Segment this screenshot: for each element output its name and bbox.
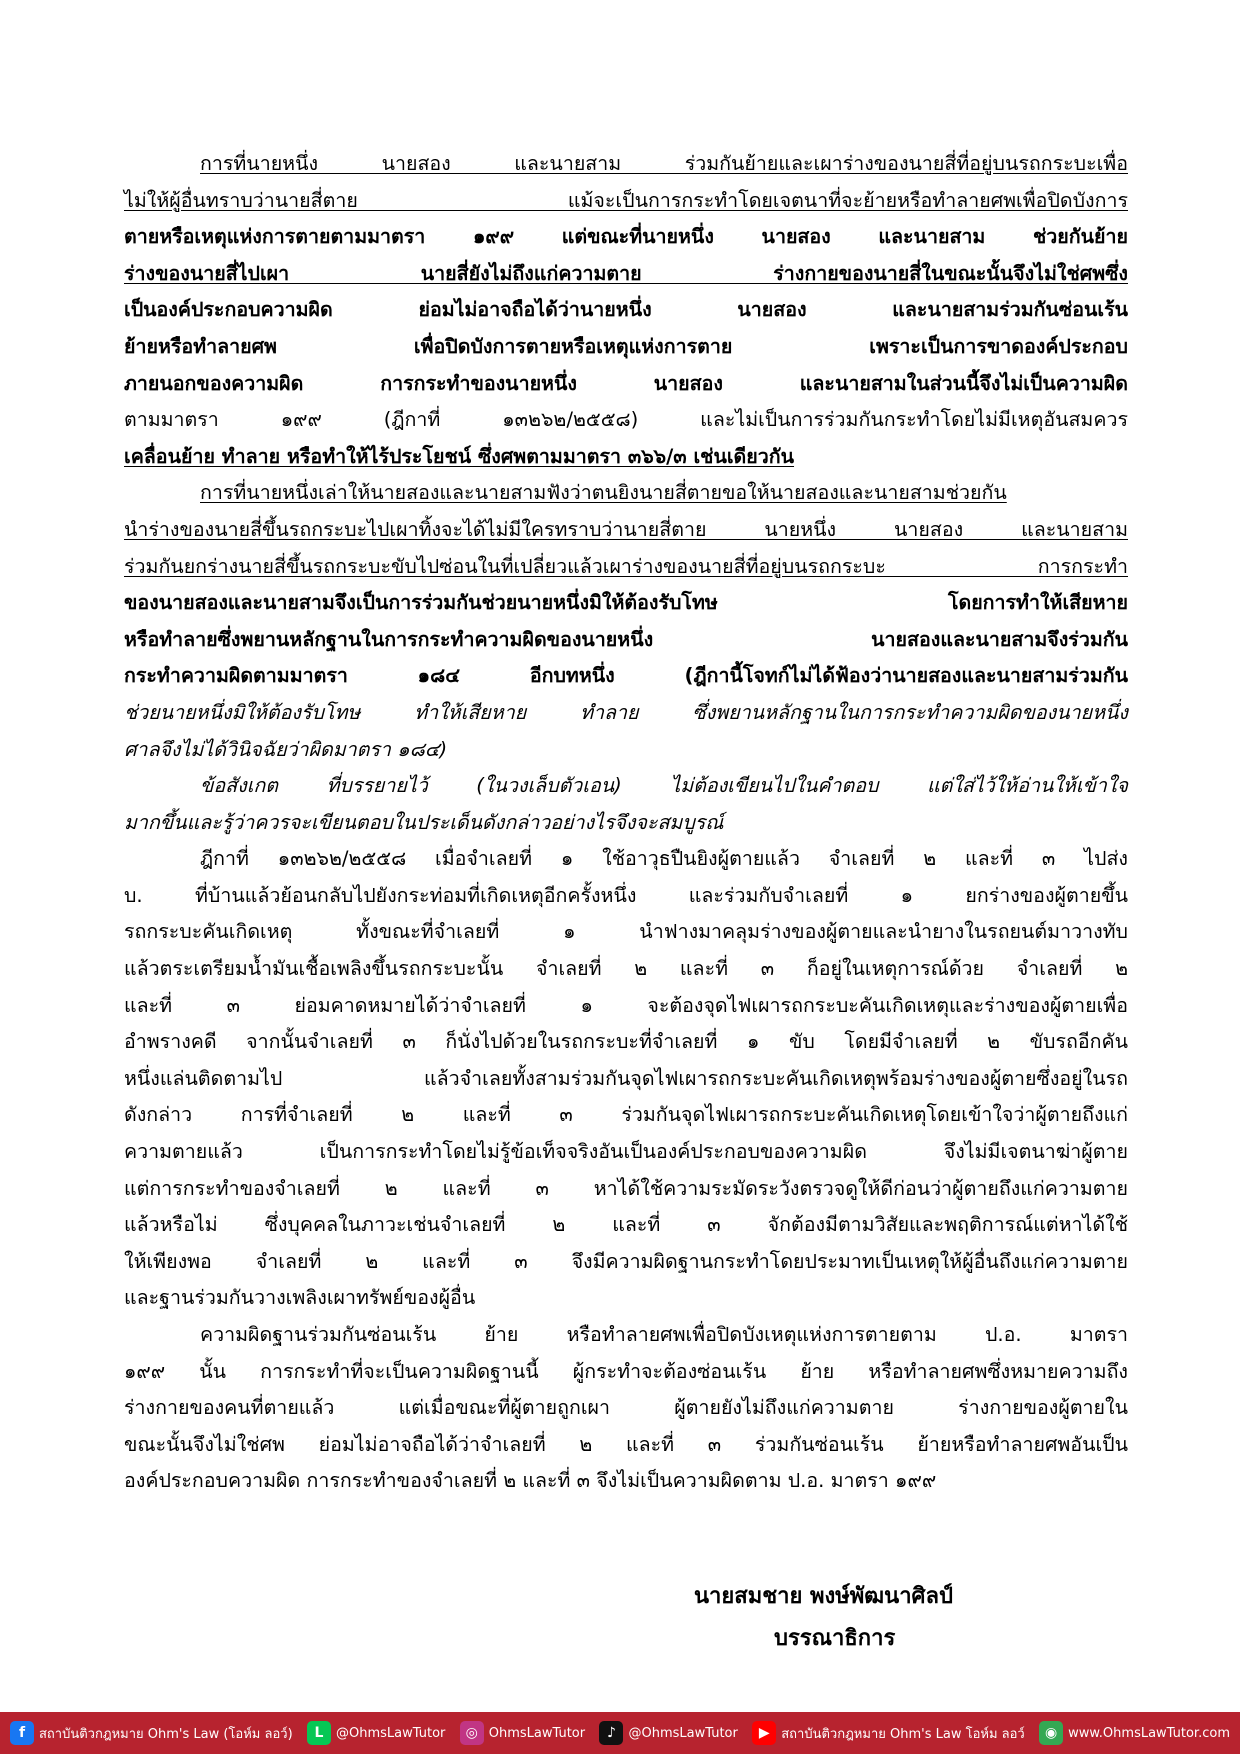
text-line: เป็นองค์ประกอบความผิด ย่อมไม่อาจถือได้ว่านายหนึ่ง นายสอง และนายสามร่วมกันซ่อนเร้น bbox=[124, 298, 1128, 322]
text-line: ความตายแล้ว เป็นการกระทำโดยไม่รู้ข้อเท็จจริงอันเป็นองค์ประกอบของความผิด จึงไม่มีเจตนาฆ่าผู้ตาย bbox=[124, 1140, 1128, 1164]
text-line: ตามมาตรา ๑๙๙ (ฎีกาที่ ๑๓๒๖๒/๒๕๕๘) และไม่เป็นการร่วมกันกระทำโดยไม่มีเหตุอันสมควร bbox=[124, 408, 1128, 432]
text-line: ช่วยนายหนึ่งมิให้ต้องรับโทษ ทำให้เสียหาย ทำลาย ซึ่งพยานหลักฐานในการกระทำความผิดของนายหนึ่ง bbox=[124, 700, 1128, 724]
text-line: แล้วตระเตรียมน้ำมันเชื้อเพลิงขึ้นรถกระบะนั้น จำเลยที่ ๒ และที่ ๓ ก็อยู่ในเหตุการณ์ด้วย จำเลยที่ ๒ bbox=[124, 957, 1128, 981]
text-line: ความผิดฐานร่วมกันซ่อนเร้น ย้าย หรือทำลายศพเพื่อปิดบังเหตุแห่งการตายตาม ป.อ. มาตรา bbox=[200, 1323, 1128, 1346]
text-line: และฐานร่วมกันวางเพลิงเผาทรัพย์ของผู้อื่น bbox=[124, 1286, 476, 1310]
text-line: เคลื่อนย้าย ทำลาย หรือทำให้ไร้ประโยชน์ ซึ่งศพตามมาตรา ๓๖๖/๓ เช่นเดียวกัน bbox=[124, 444, 795, 468]
text-line: รถกระบะคันเกิดเหตุ ทั้งขณะที่จำเลยที่ ๑ นำฟางมาคลุมร่างของผู้ตายและนำยางในรถยนต์มาวางทับ bbox=[124, 920, 1128, 944]
text-line: ศาลจึงไม่ได้วินิจฉัยว่าผิดมาตรา ๑๘๔) bbox=[124, 737, 448, 761]
line-icon: L bbox=[307, 1721, 331, 1745]
footer-tiktok-label: @OhmsLawTutor bbox=[628, 1725, 738, 1741]
footer-website-label: www.OhmsLawTutor.com bbox=[1068, 1725, 1230, 1741]
footer-line-label: @OhmsLawTutor bbox=[336, 1725, 446, 1741]
text-line: ขณะนั้นจึงไม่ใช่ศพ ย่อมไม่อาจถือได้ว่าจำเลยที่ ๒ และที่ ๓ ร่วมกันซ่อนเร้น ย้ายหรือทำลายศพอันเป็น bbox=[124, 1432, 1128, 1456]
text-line: หนึ่งแล่นติดตามไป แล้วจำเลยทั้งสามร่วมกันจุดไฟเผารถกระบะคันเกิดเหตุพร้อมร่างของผู้ตายซึ่งอยู่ในรถ bbox=[124, 1066, 1128, 1090]
footer-facebook-label: สถาบันติวกฎหมาย Ohm's Law (โอห์ม ลอว์) bbox=[39, 1726, 293, 1742]
footer-website[interactable] bbox=[1039, 1721, 1230, 1745]
text-line: กระทำความผิดตามมาตรา ๑๘๔ อีกบทหนึ่ง (ฎีกานี้โจทก์ไม่ได้ฟ้องว่านายสองและนายสามร่วมกัน bbox=[124, 664, 1128, 688]
tiktok-icon: ♪ bbox=[599, 1721, 623, 1745]
text-line: ร่างกายของคนที่ตายแล้ว แต่เมื่อขณะที่ผู้ตายถูกเผา ผู้ตายยังไม่ถึงแก่ความตาย ร่างกายของผู้ตายใน bbox=[124, 1396, 1128, 1420]
text-line: นำร่างของนายสี่ขึ้นรถกระบะไปเผาทิ้งจะได้ไม่มีใครทราบว่านายสี่ตาย นายหนึ่ง นายสอง และนายสาม bbox=[124, 517, 1128, 541]
text-line: และที่ ๓ ย่อมคาดหมายได้ว่าจำเลยที่ ๑ จะต้องจุดไฟเผารถกระบะคันเกิดเหตุและร่างของผู้ตายเพื่อ bbox=[124, 993, 1128, 1017]
website-icon: ◉ bbox=[1039, 1721, 1063, 1745]
document-body bbox=[124, 146, 1128, 1500]
footer-youtube[interactable] bbox=[752, 1721, 1025, 1745]
note-line: ข้อสังเกต ที่บรรยายไว้ (ในวงเล็บตัวเอน) ไม่ต้องเขียนไปในคำตอบ แต่ใส่ไว้ให้อ่านให้เข้าใจ bbox=[200, 774, 1128, 798]
text-line: การที่นายหนึ่งเล่าให้นายสองและนายสามฟังว่าตนยิงนายสี่ตายขอให้นายสองและนายสามช่วยกัน bbox=[200, 481, 1007, 505]
text-line: แล้วหรือไม่ ซึ่งบุคคลในภาวะเช่นจำเลยที่ ๒ และที่ ๓ จักต้องมีตามวิสัยและพฤติการณ์แต่หาได้ใช้ bbox=[124, 1213, 1128, 1237]
text-line: ภายนอกของความผิด การกระทำของนายหนึ่ง นายสอง และนายสามในส่วนนี้จึงไม่เป็นความผิด bbox=[124, 371, 1128, 395]
text-line: ตายหรือเหตุแห่งการตายตามมาตรา ๑๙๙ แต่ขณะที่นายหนึ่ง นายสอง และนายสาม ช่วยกันย้าย bbox=[124, 225, 1128, 249]
text-line: แต่การกระทำของจำเลยที่ ๒ และที่ ๓ หาได้ใช้ความระมัดระวังตรวจดูให้ดีก่อนว่าผู้ตายถึงแก่ความตาย bbox=[124, 1176, 1128, 1200]
text-line: ย้ายหรือทำลายศพ เพื่อปิดบังการตายหรือเหตุแห่งการตาย เพราะเป็นการขาดองค์ประกอบ bbox=[124, 334, 1128, 358]
text-line: อำพรางคดี จากนั้นจำเลยที่ ๓ ก็นั่งไปด้วยในรถกระบะที่จำเลยที่ ๑ ขับ โดยมีจำเลยที่ ๒ ขับรถอีกคัน bbox=[124, 1030, 1128, 1054]
text-line: หรือทำลายซึ่งพยานหลักฐานในการกระทำความผิดของนายหนึ่ง นายสองและนายสามจึงร่วมกัน bbox=[124, 627, 1128, 651]
footer-line[interactable] bbox=[307, 1721, 445, 1745]
text-line: ไม่ให้ผู้อื่นทราบว่านายสี่ตาย แม้จะเป็นการกระทำโดยเจตนาที่จะย้ายหรือทำลายศพเพื่อปิดบังการ bbox=[124, 188, 1128, 212]
footer-bar bbox=[0, 1712, 1240, 1754]
youtube-icon: ▶ bbox=[752, 1721, 776, 1745]
text-line: ให้เพียงพอ จำเลยที่ ๒ และที่ ๓ จึงมีความผิดฐานกระทำโดยประมาทเป็นเหตุให้ผู้อื่นถึงแก่ความตาย bbox=[124, 1249, 1128, 1273]
footer-instagram-label: OhmsLawTutor bbox=[488, 1725, 586, 1741]
note-line: มากขึ้นและรู้ว่าควรจะเขียนตอบในประเด็นดังกล่าวอย่างไรจึงจะสมบูรณ์ bbox=[124, 810, 724, 834]
facebook-icon: f bbox=[10, 1721, 34, 1745]
footer-youtube-label: สถาบันติวกฎหมาย Ohm's Law โอห์ม ลอว์ bbox=[781, 1726, 1025, 1742]
footer-facebook[interactable] bbox=[10, 1721, 293, 1745]
footer-instagram[interactable] bbox=[460, 1721, 585, 1745]
instagram-icon: ◎ bbox=[460, 1721, 484, 1745]
text-line: องค์ประกอบความผิด การกระทำของจำเลยที่ ๒ และที่ ๓ จึงไม่เป็นความผิดตาม ป.อ. มาตรา ๑๙๙ bbox=[124, 1469, 937, 1493]
text-line: การที่นายหนึ่ง นายสอง และนายสาม ร่วมกันย้ายและเผาร่างของนายสี่ที่อยู่บนรถกระบะเพื่อ bbox=[200, 152, 1128, 175]
text-line: ฎีกาที่ ๑๓๒๖๒/๒๕๕๘ เมื่อจำเลยที่ ๑ ใช้อาวุธปืนยิงผู้ตายแล้ว จำเลยที่ ๒ และที่ ๓ ไปส่ง bbox=[200, 847, 1128, 871]
text-line: ดังกล่าว การที่จำเลยที่ ๒ และที่ ๓ ร่วมกันจุดไฟเผารถกระบะคันเกิดเหตุโดยเข้าใจว่าผู้ตายถึงแก่ bbox=[124, 1103, 1128, 1127]
text-line: ๑๙๙ นั้น การกระทำที่จะเป็นความผิดฐานนี้ ผู้กระทำจะต้องซ่อนเร้น ย้าย หรือทำลายศพซึ่งหมายความถึง bbox=[124, 1359, 1128, 1383]
signature-title: บรรณาธิการ bbox=[774, 1626, 896, 1651]
signature-name: นายสมชาย พงษ์พัฒนาศิลป์ bbox=[694, 1584, 953, 1609]
text-line: ร่วมกันยกร่างนายสี่ขึ้นรถกระบะขับไปซ่อนในที่เปลี่ยวแล้วเผาร่างของนายสี่ที่อยู่บนรถกระบะ การกระทำ bbox=[124, 554, 1128, 578]
footer-tiktok[interactable] bbox=[599, 1721, 737, 1745]
text-line: บ. ที่บ้านแล้วย้อนกลับไปยังกระท่อมที่เกิดเหตุอีกครั้งหนึ่ง และร่วมกับจำเลยที่ ๑ ยกร่างของผู้ตายขึ้น bbox=[124, 883, 1128, 907]
text-line: ของนายสองและนายสามจึงเป็นการร่วมกันช่วยนายหนึ่งมิให้ต้องรับโทษ โดยการทำให้เสียหาย bbox=[124, 591, 1128, 615]
text-line: ร่างของนายสี่ไปเผา นายสี่ยังไม่ถึงแก่ความตาย ร่างกายของนายสี่ในขณะนั้นจึงไม่ใช่ศพซึ่ง bbox=[124, 261, 1128, 285]
